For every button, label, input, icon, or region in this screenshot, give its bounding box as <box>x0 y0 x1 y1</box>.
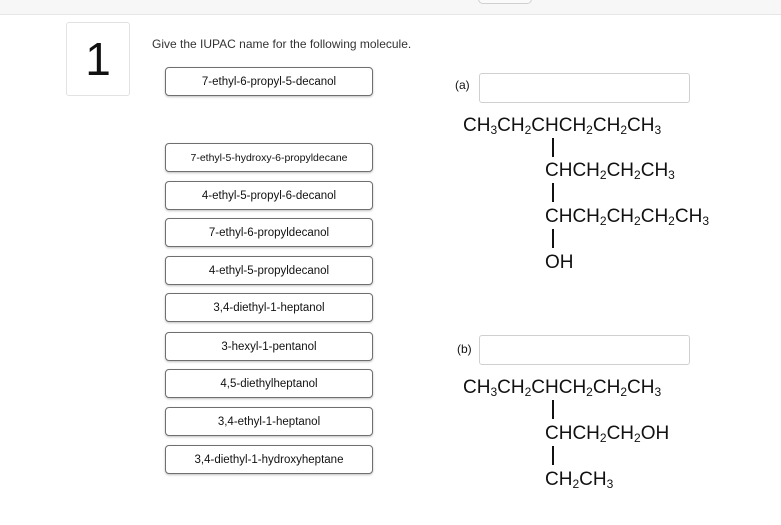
subscript: 2 <box>634 431 641 445</box>
answer-option[interactable]: 7-ethyl-6-propyl-5-decanol <box>165 67 373 96</box>
part-a-hydroxyl: OH <box>545 252 574 273</box>
subscript: 2 <box>524 385 532 399</box>
subscript: 2 <box>634 168 641 182</box>
answer-option[interactable]: 3,4-ethyl-1-heptanol <box>165 407 373 436</box>
subscript: 2 <box>599 214 607 228</box>
answer-option[interactable]: 4-ethyl-5-propyldecanol <box>165 256 373 285</box>
question-number: 1 <box>85 33 111 85</box>
question-prompt: Give the IUPAC name for the following molecule. <box>152 37 412 51</box>
subscript: 2 <box>572 477 580 491</box>
subscript: 3 <box>606 477 614 491</box>
part-a-answer-dropzone[interactable] <box>479 73 690 103</box>
subscript: 2 <box>586 385 593 399</box>
part-a-substituent-1: $CHCH_2CH_2CH_3$ <box>545 160 675 182</box>
part-b-bond <box>552 446 554 465</box>
top-tab[interactable] <box>478 0 532 4</box>
subscript: 2 <box>586 123 593 137</box>
part-b-main-chain: $CH_3CH_2CHCH_2CH_2CH_3$ <box>463 377 662 399</box>
part-b-bond <box>552 400 554 419</box>
subscript: 2 <box>599 168 607 182</box>
subscript: 2 <box>599 431 607 445</box>
answer-option[interactable]: 3,4-diethyl-1-heptanol <box>165 293 373 322</box>
subscript: 3 <box>490 385 498 399</box>
part-b-substituent-2: $CH_2CH_3$ <box>545 469 614 491</box>
subscript: 3 <box>702 214 709 228</box>
answer-option[interactable]: 7-ethyl-6-propyldecanol <box>165 218 373 247</box>
subscript: 3 <box>654 385 662 399</box>
part-a-bond <box>552 229 554 248</box>
answer-option[interactable]: 4,5-diethylheptanol <box>165 369 373 398</box>
part-a-label: (a) <box>455 78 470 92</box>
part-a-bond <box>552 183 554 202</box>
question-number-badge <box>66 22 130 96</box>
top-bar <box>0 0 781 15</box>
answer-option[interactable]: 3,4-diethyl-1-hydroxyheptane <box>165 445 373 474</box>
part-b-substituent-1: $CHCH_2CH_2OH$ <box>545 423 670 445</box>
subscript: 2 <box>668 214 675 228</box>
answer-option[interactable]: 4-ethyl-5-propyl-6-decanol <box>165 181 373 210</box>
part-b-answer-dropzone[interactable] <box>479 335 690 365</box>
answer-option[interactable]: 7-ethyl-5-hydroxy-6-propyldecane <box>165 143 373 172</box>
subscript: 2 <box>620 123 627 137</box>
part-a-substituent-2: $CHCH_2CH_2CH_2CH_3$ <box>545 206 709 228</box>
answer-option[interactable]: 3-hexyl-1-pentanol <box>165 332 373 361</box>
subscript: 3 <box>668 168 675 182</box>
subscript: 2 <box>524 123 532 137</box>
part-a-bond <box>552 138 554 157</box>
part-a-main-chain: $CH_3CH_2CHCH_2CH_2CH_3$ <box>463 115 662 137</box>
part-b-label: (b) <box>457 342 472 356</box>
subscript: 2 <box>634 214 641 228</box>
subscript: 3 <box>654 123 662 137</box>
subscript: 3 <box>490 123 498 137</box>
subscript: 2 <box>620 385 627 399</box>
